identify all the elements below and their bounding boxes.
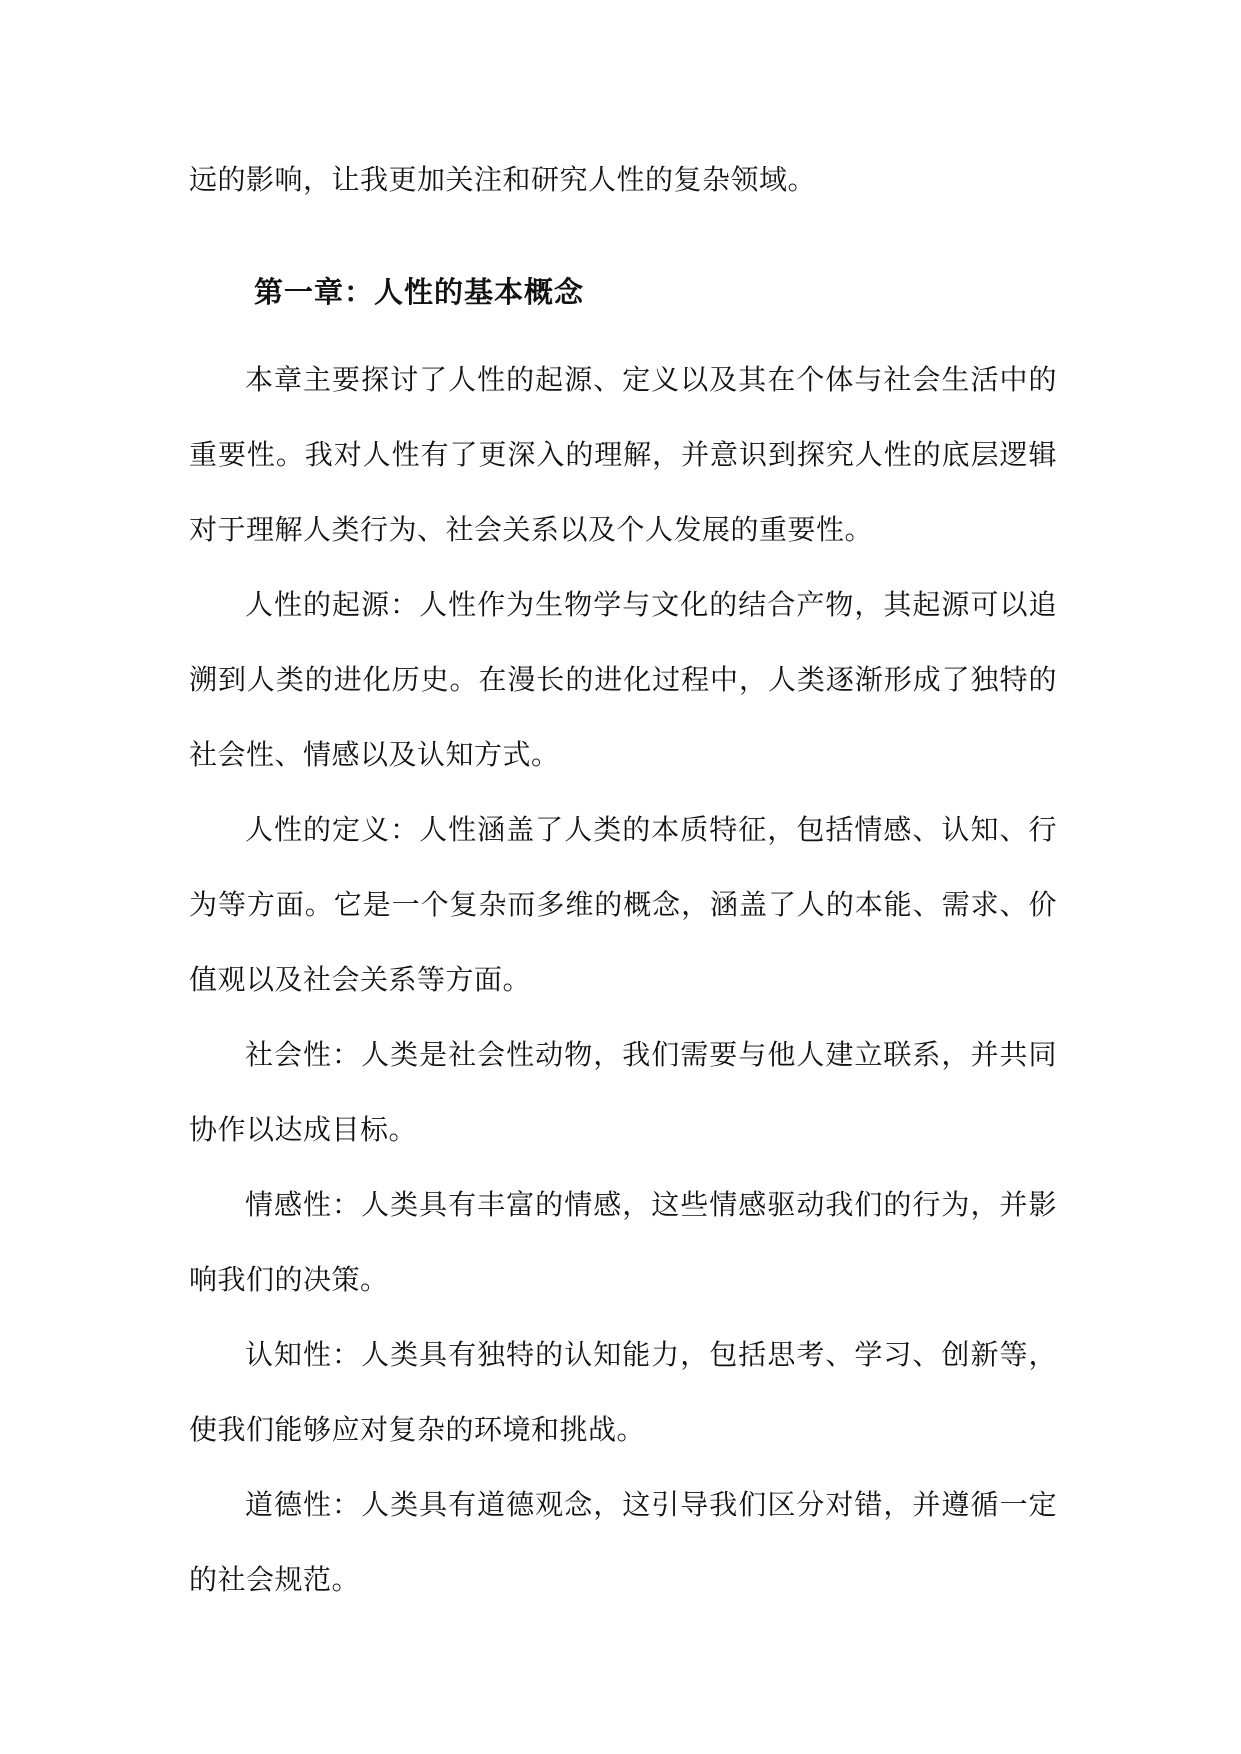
paragraph-sociality: 社会性：人类是社会性动物，我们需要与他人建立联系，并共同协作以达成目标。 — [189, 1038, 1057, 1146]
paragraph-emotion: 情感性：人类具有丰富的情感，这些情感驱动我们的行为，并影响我们的决策。 — [189, 1188, 1057, 1296]
lead-paragraph: 远的影响，让我更加关注和研究人性的复杂领域。 — [189, 163, 817, 196]
paragraph-cognition: 认知性：人类具有独特的认知能力，包括思考、学习、创新等，使我们能够应对复杂的环境和挑战。 — [189, 1338, 1057, 1446]
paragraph-definition: 人性的定义：人性涵盖了人类的本质特征，包括情感、认知、行为等方面。它是一个复杂而多维的概念，涵盖了人的本能、需求、价值观以及社会关系等方面。 — [189, 813, 1057, 996]
page-content — [189, 142, 1057, 1617]
paragraph-intro: 本章主要探讨了人性的起源、定义以及其在个体与社会生活中的重要性。我对人性有了更深入的理解，并意识到探究人性的底层逻辑对于理解人类行为、社会关系以及个人发展的重要性。 — [189, 363, 1057, 546]
chapter-title: 第一章：人性的基本概念 — [254, 275, 585, 309]
paragraph-origin: 人性的起源：人性作为生物学与文化的结合产物，其起源可以追溯到人类的进化历史。在漫长的进化过程中，人类逐渐形成了独特的社会性、情感以及认知方式。 — [189, 588, 1057, 771]
paragraph-morality: 道德性：人类具有道德观念，这引导我们区分对错，并遵循一定的社会规范。 — [189, 1488, 1057, 1596]
